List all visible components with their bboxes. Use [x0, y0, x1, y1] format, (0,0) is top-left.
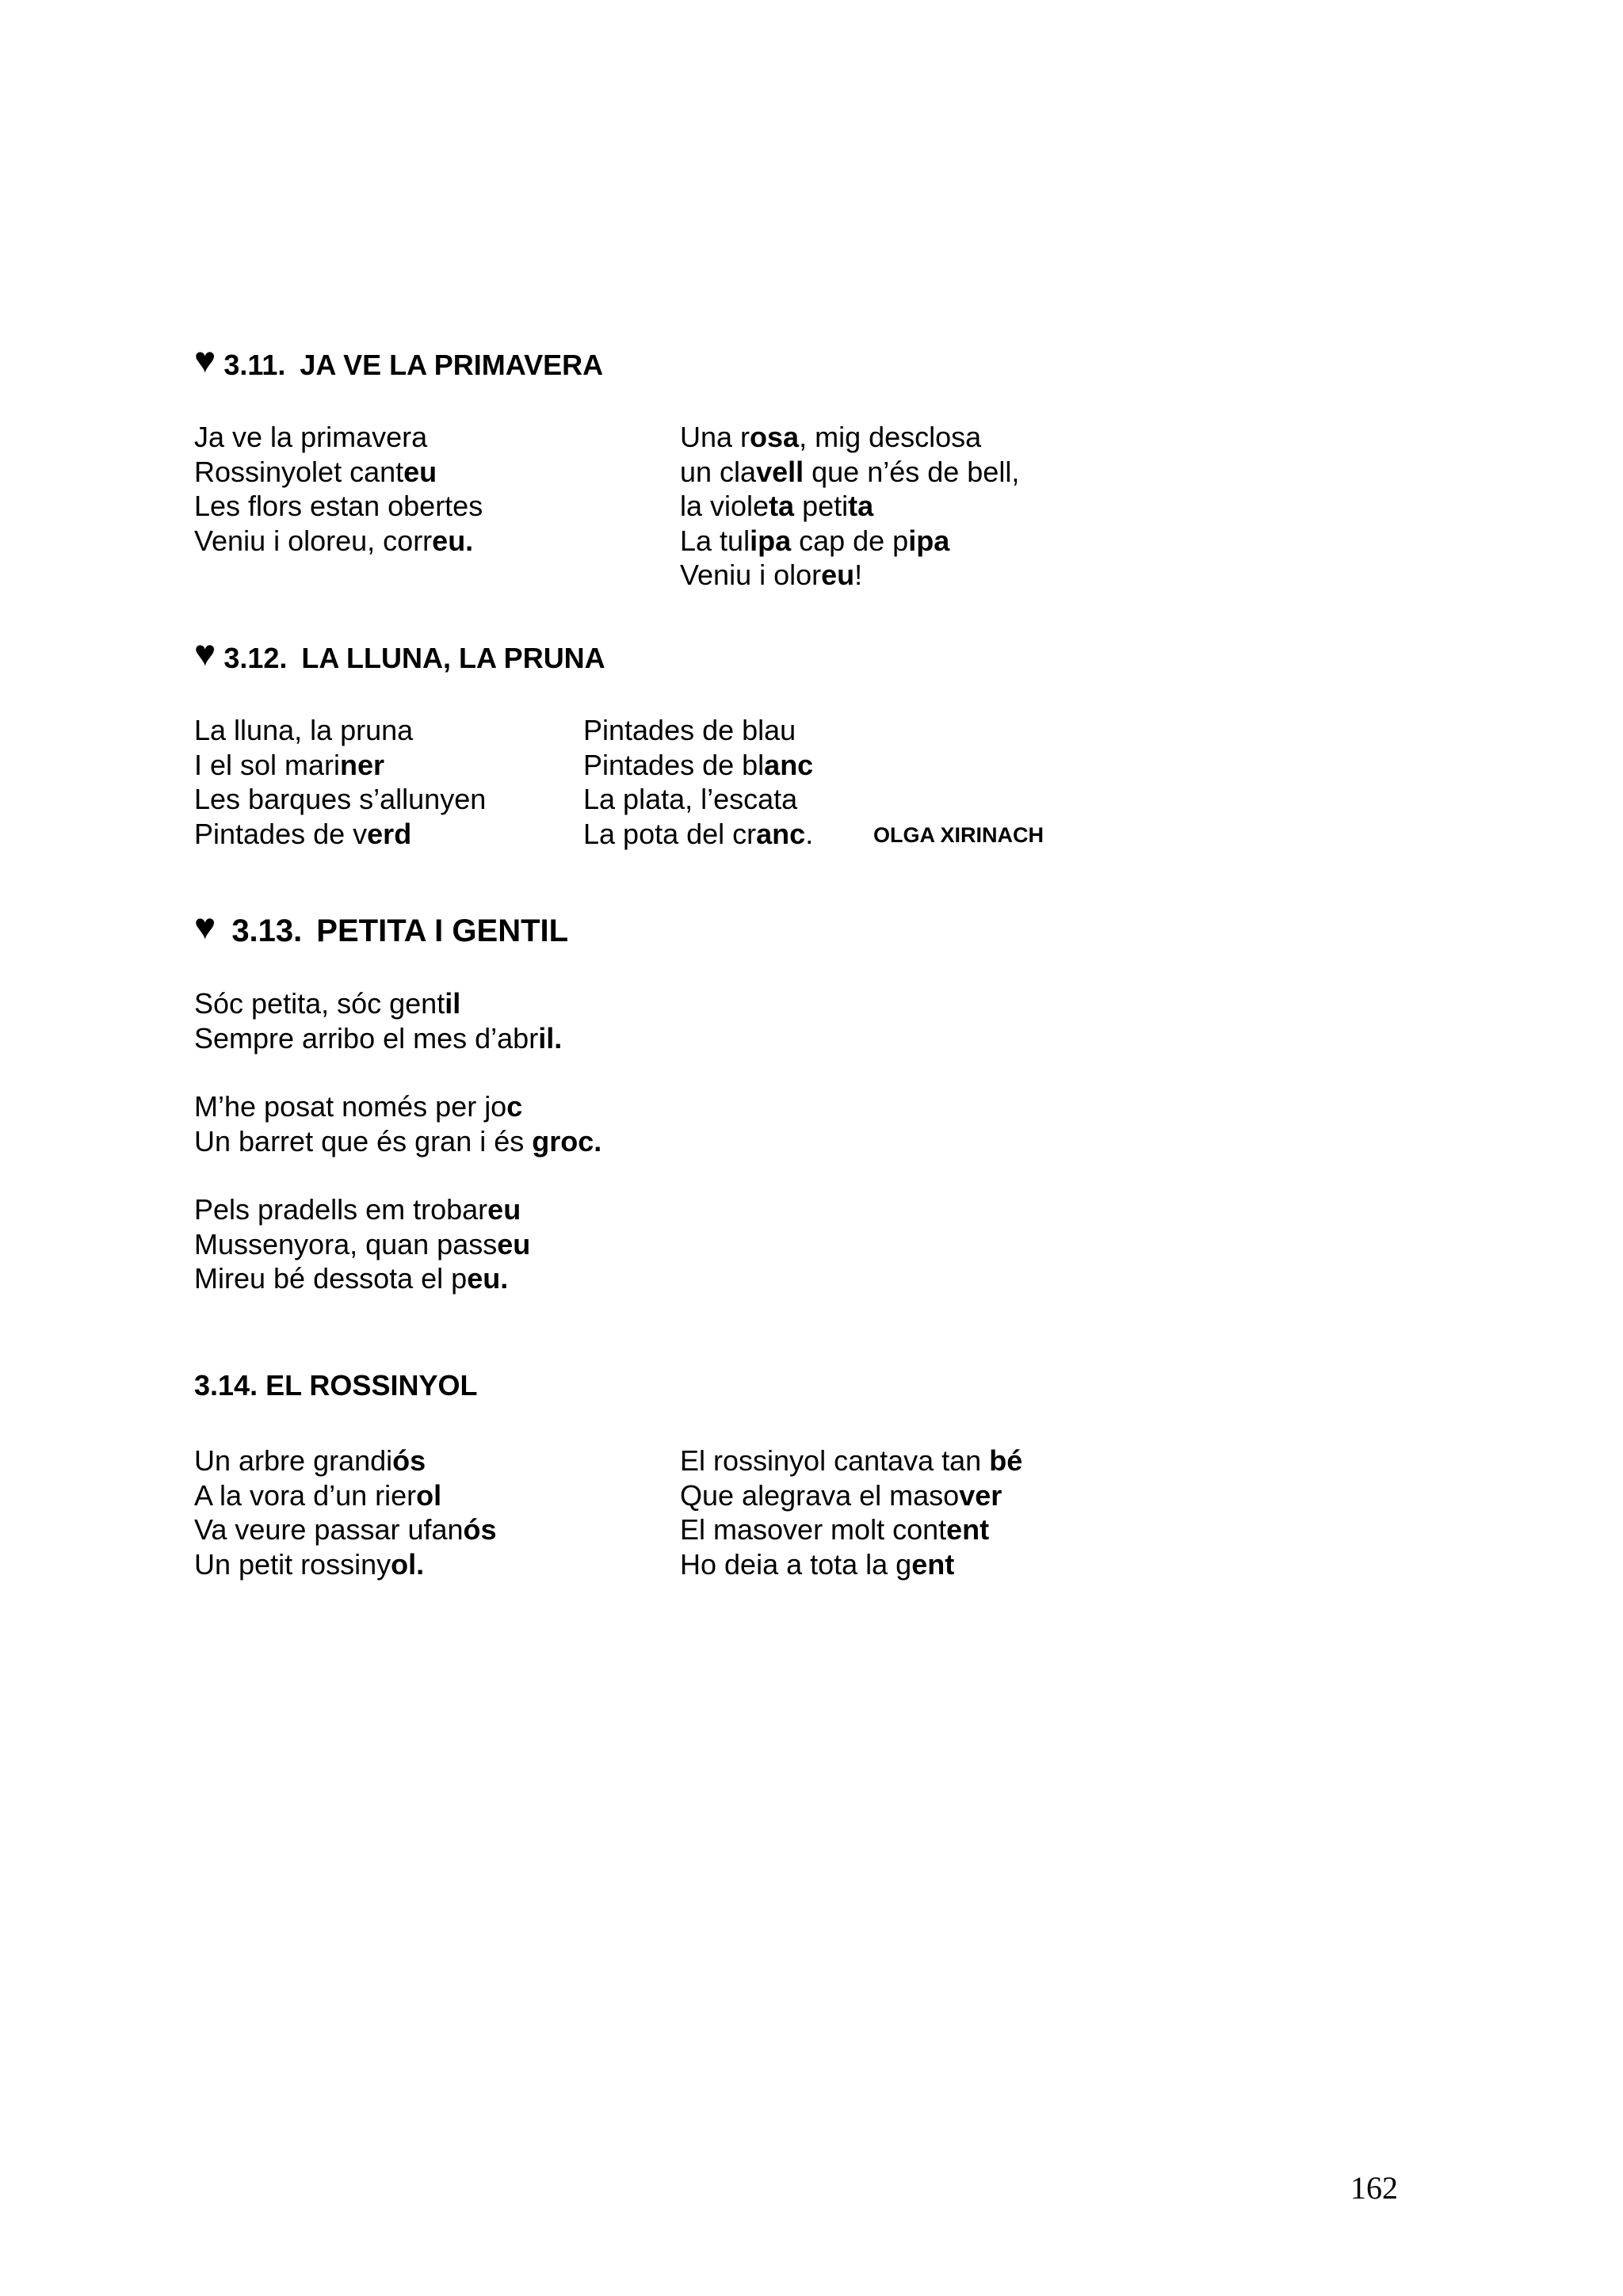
line-text: Un petit rossiny [194, 1547, 391, 1581]
rhyme-emphasis: eu. [467, 1262, 509, 1295]
line-text: cap de p [791, 524, 909, 557]
section-title: PETITA I GENTIL [316, 913, 569, 948]
poem-line [583, 713, 813, 748]
poem-column-right [583, 713, 813, 851]
line-text: peti [794, 490, 849, 522]
poem-section-3-12 [194, 632, 1462, 850]
line-text: Pintades de bl [583, 748, 765, 781]
line-text: Veniu i olor [680, 559, 822, 591]
heart-icon: ♥ [194, 632, 216, 673]
poem-section-3-11 [194, 339, 1462, 591]
poem-line [194, 1089, 601, 1124]
rhyme-emphasis: ol [416, 1478, 442, 1512]
rhyme-emphasis: bé [989, 1444, 1023, 1477]
poem-line [194, 1547, 497, 1582]
section-number: 3.14. [194, 1369, 258, 1402]
line-text: Ho deia a tota la g [680, 1547, 912, 1581]
poem-line [680, 489, 1019, 524]
rhyme-emphasis: erd [367, 817, 412, 850]
rhyme-emphasis: osa [750, 421, 800, 453]
section-heading [194, 1368, 1462, 1403]
rhyme-emphasis: ós [463, 1513, 497, 1546]
poem-line [583, 817, 813, 852]
line-text: El masover molt cont [680, 1513, 947, 1546]
line-text: I el sol mari [194, 748, 341, 781]
poem-line [194, 1021, 601, 1056]
heart-icon: ♥ [194, 906, 216, 947]
line-text: Que alegrava el maso [680, 1478, 960, 1512]
poem-line [194, 1444, 497, 1478]
rhyme-emphasis: ipa [908, 524, 950, 557]
poem-line [680, 1512, 1022, 1547]
rhyme-emphasis: eu [821, 559, 855, 591]
section-heading [194, 632, 1462, 674]
line-text: Les barques s’allunyen [194, 783, 487, 815]
line-text: Mussenyora, quan pass [194, 1227, 498, 1261]
rhyme-emphasis: vell [756, 455, 804, 488]
poem-line [194, 1512, 497, 1547]
poem-line [194, 748, 486, 783]
poem-line [194, 782, 486, 817]
poem-column-left [194, 420, 483, 558]
line-text: un cla [680, 455, 757, 488]
line-text: Veniu i oloreu, corr [194, 524, 433, 557]
poem-stanza [194, 1192, 601, 1296]
rhyme-emphasis: ós [392, 1444, 426, 1477]
poem-column-left [194, 713, 486, 851]
section-title: LA LLUNA, LA PRUNA [301, 642, 605, 674]
rhyme-emphasis: ver [959, 1478, 1002, 1512]
line-text: Rossinyolet cant [194, 455, 404, 488]
line-text: Sóc petita, sóc gent [194, 987, 445, 1020]
line-text: La tul [680, 524, 750, 557]
line-text: Un barret que és gran i és [194, 1124, 533, 1158]
line-text: Va veure passar ufan [194, 1513, 464, 1546]
poem-section-3-13 [194, 906, 1462, 1295]
poem-line [680, 420, 1019, 455]
poem-line [680, 558, 1019, 593]
line-text: Pintades de blau [583, 714, 796, 746]
rhyme-emphasis: ta [848, 490, 874, 522]
poem-line [194, 420, 483, 455]
rhyme-emphasis: eu [487, 1193, 521, 1226]
poem-line [194, 1124, 601, 1159]
poem-stanza [194, 986, 601, 1055]
line-text: ! [854, 559, 863, 591]
rhyme-emphasis: eu. [432, 524, 474, 557]
rhyme-emphasis: il. [538, 1021, 563, 1055]
section-heading [194, 339, 1462, 381]
author-credit: OLGA XIRINACH [873, 823, 1044, 847]
rhyme-emphasis: eu [497, 1227, 531, 1261]
line-text: La pota del cr [583, 817, 757, 850]
line-text: La plata, l’escata [583, 783, 798, 815]
rhyme-emphasis: anc [756, 817, 806, 850]
poem-line [194, 489, 483, 524]
section-number: 3.11. [223, 349, 286, 381]
rhyme-emphasis: ta [769, 490, 795, 522]
rhyme-emphasis: ipa [750, 524, 792, 557]
line-text: Sempre arribo el mes d’abr [194, 1021, 539, 1055]
line-text: Les flors estan obertes [194, 490, 483, 522]
poem-line [680, 455, 1019, 490]
line-text: Pels pradells em trobar [194, 1193, 488, 1226]
line-text: que n’és de bell, [804, 455, 1020, 488]
section-number: 3.12. [223, 642, 288, 674]
heart-icon: ♥ [194, 339, 216, 380]
poem-line [680, 1444, 1022, 1478]
line-text: , mig desclosa [799, 421, 982, 453]
rhyme-emphasis: eu [403, 455, 437, 488]
line-text: Pintades de v [194, 817, 368, 850]
poem-line [680, 1547, 1022, 1582]
rhyme-emphasis: ent [946, 1513, 990, 1546]
line-text: El rossinyol cantava tan [680, 1444, 990, 1477]
page-number: 162 [1350, 2170, 1398, 2206]
poem-line [194, 1192, 601, 1227]
poem-line [680, 524, 1019, 559]
poem-line [583, 748, 813, 783]
rhyme-emphasis: il [445, 987, 461, 1020]
poem-column-right [680, 420, 1019, 593]
line-text: Una r [680, 421, 750, 453]
poem-line [194, 817, 486, 852]
rhyme-emphasis: groc. [532, 1124, 602, 1158]
line-text: Ja ve la primavera [194, 421, 428, 453]
poem-line [194, 455, 483, 490]
line-text: Un arbre grandi [194, 1444, 393, 1477]
poem-line [194, 1227, 601, 1262]
poem-column-left [194, 1444, 497, 1581]
line-text: La lluna, la pruna [194, 714, 414, 746]
rhyme-emphasis: ent [911, 1547, 955, 1581]
rhyme-emphasis: ner [340, 748, 385, 781]
rhyme-emphasis: anc [764, 748, 814, 781]
poem-line [680, 1478, 1022, 1513]
poem-stanza-list [194, 986, 601, 1330]
line-text: . [805, 817, 814, 850]
poem-line [194, 1478, 497, 1513]
line-text: la viole [680, 490, 769, 522]
poem-line [194, 524, 483, 559]
poem-line [194, 1261, 601, 1296]
poem-line [194, 713, 486, 748]
rhyme-emphasis: c [506, 1090, 523, 1123]
section-title: JA VE LA PRIMAVERA [300, 349, 604, 381]
poem-line [583, 782, 813, 817]
poem-stanza [194, 1089, 601, 1158]
poem-column-right [680, 1444, 1022, 1581]
poem-line [194, 986, 601, 1021]
rhyme-emphasis: ol. [391, 1547, 425, 1581]
line-text: Mireu bé dessota el p [194, 1262, 468, 1295]
section-title: EL ROSSINYOL [265, 1369, 478, 1402]
poem-section-3-14 [194, 1368, 1462, 1581]
section-heading [194, 906, 1462, 948]
section-number: 3.13. [231, 913, 303, 948]
line-text: A la vora d’un rier [194, 1478, 417, 1512]
line-text: M’he posat només per jo [194, 1090, 507, 1123]
